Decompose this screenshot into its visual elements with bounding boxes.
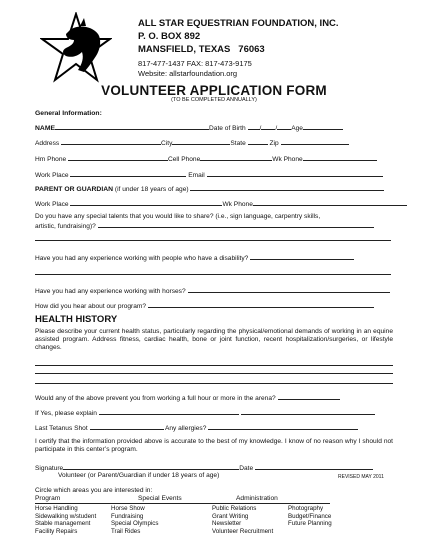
phone-fax: 817-477-1437 FAX: 817-473-9175	[138, 59, 252, 68]
city-field[interactable]	[172, 138, 230, 145]
age-field[interactable]	[303, 123, 343, 130]
interests-header-events: Special Events	[138, 495, 182, 502]
work-row	[35, 170, 383, 180]
allergies-label: Any allergies?	[164, 425, 207, 432]
parent-note: (if under 18 years of age)	[114, 186, 189, 193]
hear-row	[35, 301, 374, 311]
interest-option[interactable]: Photography	[288, 505, 324, 512]
interest-option[interactable]: Trail Rides	[111, 527, 141, 535]
interest-option[interactable]: Horse Show	[111, 505, 145, 512]
horses-row	[35, 286, 390, 296]
city-label: City	[161, 140, 173, 147]
dob-month-field[interactable]	[248, 123, 260, 130]
talents-question-cont: artistic, fundraising)?	[35, 223, 96, 230]
work-place-label: Work Place	[35, 172, 69, 179]
website: Website: allstarfoundation.org	[138, 69, 238, 78]
interests-col-2	[111, 505, 158, 535]
interest-option[interactable]: Stable management	[35, 520, 91, 528]
talents-field[interactable]	[98, 221, 374, 228]
hm-phone-field[interactable]	[68, 154, 168, 161]
parent-field[interactable]	[190, 184, 384, 191]
interest-option[interactable]: Future Planning	[288, 520, 332, 528]
parent-wk-phone-field[interactable]	[253, 199, 407, 206]
cell-phone-label: Cell Phone	[168, 156, 201, 163]
interests-col-3	[212, 505, 273, 535]
health-paragraph: Please describe your current health status, particularly regarding the physical/emotional demands of working in an equine assisted program. Address fitness, cardiac health, bone or joint function, recent hospitalization/surgeries, or lifestyle changes.	[35, 328, 393, 352]
signature-label: Signature	[35, 465, 64, 472]
horses-question: Have you had any experience working with horses?	[35, 288, 186, 295]
wk-phone-label: Wk Phone	[272, 156, 303, 163]
disability-question: Have you had any experience working with people who have a disability?	[35, 255, 249, 262]
address-row	[35, 138, 349, 148]
parent-wk-phone-label: Wk Phone	[222, 201, 253, 208]
logo	[40, 12, 112, 84]
interest-option[interactable]: Volunteer Recruitment	[212, 527, 274, 535]
talents-line-2[interactable]	[35, 240, 391, 241]
dob-label: Date of Birth	[209, 125, 246, 132]
health-heading: HEALTH HISTORY	[35, 314, 118, 325]
po-box: P. O. BOX 892	[138, 31, 201, 42]
explain-field-2[interactable]	[241, 408, 375, 415]
tetanus-row	[35, 423, 358, 433]
city-name: MANSFIELD, TEXAS	[138, 44, 231, 55]
interest-option[interactable]: Budget/Finance	[288, 512, 332, 520]
tetanus-field[interactable]	[90, 423, 164, 430]
name-field[interactable]	[55, 123, 209, 130]
tetanus-label: Last Tetanus Shot	[35, 425, 88, 432]
interest-option[interactable]: Sidewalking w/student	[35, 512, 97, 520]
state-label: State	[230, 140, 246, 147]
phone-row	[35, 154, 377, 164]
address-field[interactable]	[61, 138, 161, 145]
interest-option[interactable]: Horse Handling	[35, 505, 78, 512]
hm-phone-label: Hm Phone	[35, 156, 67, 163]
allergies-field[interactable]	[208, 423, 358, 430]
revised-note: REVISED MAY 2011	[338, 474, 384, 480]
parent-label: PARENT OR GUARDIAN	[35, 186, 114, 193]
interests-intro: Circle which areas you are interested in:	[35, 487, 153, 494]
prevent-row	[35, 393, 340, 403]
org-name: ALL STAR EQUESTRIAN FOUNDATION, INC.	[138, 18, 339, 29]
interests-col-1	[35, 505, 96, 535]
email-field[interactable]	[207, 170, 383, 177]
interest-option[interactable]: Fundraising	[111, 512, 144, 520]
parent-work-field[interactable]	[70, 199, 222, 206]
interest-option[interactable]: Newsletter	[212, 520, 242, 528]
interests-header-program: Program	[35, 495, 61, 502]
parent-work-label: Work Place	[35, 201, 69, 208]
dob-year-field[interactable]	[277, 123, 291, 130]
interest-option[interactable]: Special Olympics	[111, 520, 159, 528]
health-line-2[interactable]	[35, 373, 393, 374]
city-line	[138, 44, 265, 55]
horse-star-logo-icon	[40, 12, 112, 84]
name-label: NAME	[35, 125, 56, 132]
parent-work-row	[35, 199, 407, 209]
parent-row	[35, 184, 384, 194]
general-info-heading: General Information:	[35, 110, 102, 117]
work-place-field[interactable]	[70, 170, 186, 177]
health-line-3[interactable]	[35, 383, 393, 384]
zip-label: Zip	[269, 140, 279, 147]
form-title: VOLUNTEER APPLICATION FORM	[101, 83, 327, 98]
hear-question: How did you hear about our program?	[35, 303, 147, 310]
date-field[interactable]	[255, 463, 373, 470]
disability-field[interactable]	[250, 253, 354, 260]
email-label: Email	[188, 172, 205, 179]
address-label: Address	[35, 140, 60, 147]
disability-line-2[interactable]	[35, 274, 391, 275]
signer-note: Volunteer (or Parent/Guardian if under 18 years of age)	[58, 472, 220, 479]
date-label: Date	[239, 465, 254, 472]
health-line-1[interactable]	[35, 365, 393, 366]
signature-field[interactable]	[63, 463, 239, 470]
name-row: NAME Date of Birth / / Age	[35, 123, 343, 133]
interest-option[interactable]: Facility Repairs	[35, 527, 78, 535]
interests-header-underline-2	[236, 503, 330, 504]
age-label: Age	[291, 125, 303, 132]
form-subtitle: (TO BE COMPLETED ANNUALLY)	[171, 97, 257, 103]
zip-field[interactable]	[281, 138, 349, 145]
talents-row	[35, 221, 374, 231]
interests-col-4	[288, 505, 332, 528]
state-field[interactable]	[248, 138, 268, 145]
prevent-question: Would any of the above prevent you from working a full hour or more in the arena?	[35, 395, 276, 402]
certify-text: I certify that the information provided above is accurate to the best of my knowledge. I know of no reason why I should not participate in this center’s program.	[35, 438, 393, 454]
wk-phone-field[interactable]	[303, 154, 377, 161]
zip-code: 76063	[238, 44, 265, 55]
hear-field[interactable]	[148, 301, 374, 308]
explain-label: If Yes, please explain	[35, 410, 97, 417]
cell-phone-field[interactable]	[200, 154, 272, 161]
horses-field[interactable]	[188, 286, 390, 293]
dob-day-field[interactable]	[261, 123, 275, 130]
explain-field[interactable]	[99, 408, 239, 415]
interests-header-admin: Administration	[236, 495, 278, 502]
interest-option[interactable]: Public Relations	[212, 505, 257, 512]
disability-row	[35, 253, 354, 263]
interest-option[interactable]: Grant Writing	[212, 512, 249, 520]
prevent-field[interactable]	[278, 393, 340, 400]
explain-row	[35, 408, 375, 418]
talents-question: Do you have any special talents that you would like to share? (i.e., sign language, carpentry skills,	[35, 213, 321, 220]
interests-header-underline-1	[35, 503, 236, 504]
